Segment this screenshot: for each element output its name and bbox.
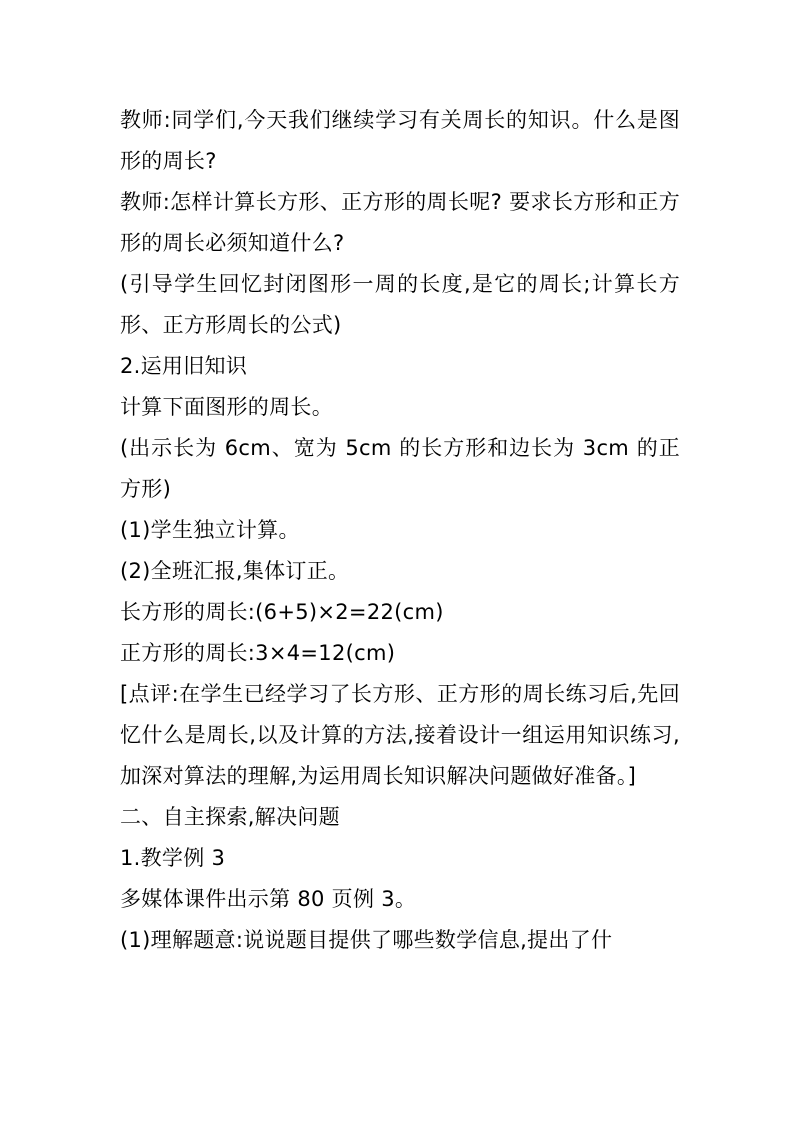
paragraph-teacher-question-calculate: 教师:怎样计算长方形、正方形的周长呢? 要求长方形和正方形的周长必须知道什么? (120, 190, 680, 255)
paragraph-step-independent: (1)学生独立计算。 (120, 518, 300, 542)
paragraph-multimedia: 多媒体课件出示第 80 页例 3。 (120, 887, 417, 911)
paragraph-understand-question: (1)理解题意:说说题目提供了哪些数学信息,提出了什 (120, 928, 613, 952)
paragraph-calculate-perimeter: 计算下面图形的周长。 (120, 395, 333, 419)
document-body (120, 100, 680, 961)
paragraph-rectangle-perimeter: 长方形的周长:(6+5)×2=22(cm) (120, 600, 444, 624)
section-heading-example-3: 1.教学例 3 (120, 846, 226, 870)
paragraph-step-report: (2)全班汇报,集体订正。 (120, 559, 350, 583)
paragraph-show-shapes: (出示长为 6cm、宽为 5cm 的长方形和边长为 3cm 的正方形) (120, 436, 680, 501)
paragraph-teacher-question-perimeter: 教师:同学们,今天我们继续学习有关周长的知识。什么是图形的周长? (120, 108, 680, 173)
section-heading-explore: 二、自主探索,解决问题 (120, 805, 340, 829)
paragraph-square-perimeter: 正方形的周长:3×4=12(cm) (120, 641, 396, 665)
paragraph-guide-students: (引导学生回忆封闭图形一周的长度,是它的周长;计算长方形、正方形周长的公式) (120, 272, 680, 337)
section-heading-apply-old-knowledge: 2.运用旧知识 (120, 354, 248, 378)
paragraph-commentary: [点评:在学生已经学习了长方形、正方形的周长练习后,先回忆什么是周长,以及计算的方法,接着设计一组运用知识练习,加深对算法的理解,为运用周长知识解决问题做好准备。] (120, 682, 680, 788)
